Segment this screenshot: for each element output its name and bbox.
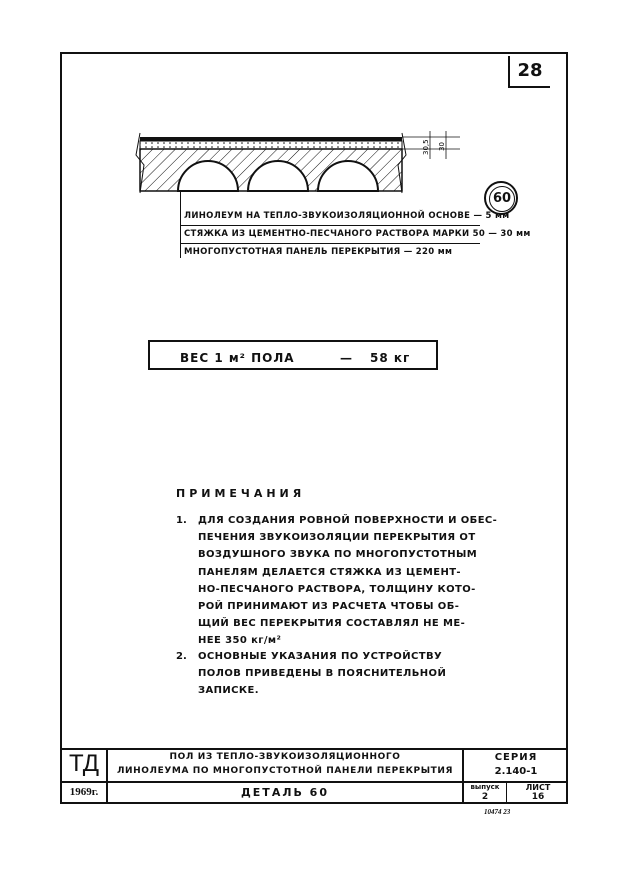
- note-line: ОСНОВНЫЕ УКАЗАНИЯ ПО УСТРОЙСТВУ: [198, 651, 443, 662]
- sheet-value: 16: [531, 792, 545, 802]
- note-line: РОЙ ПРИНИМАЮТ ИЗ РАСЧЕТА ЧТОБЫ ОБ-: [198, 601, 460, 612]
- layer-label-linoleum: ЛИНОЛЕУМ НА ТЕПЛО-ЗВУКОИЗОЛЯЦИОННОЙ ОСНОВЕ — 5 мм: [184, 211, 510, 221]
- note-line: ДЛЯ СОЗДАНИЯ РОВНОЙ ПОВЕРХНОСТИ И ОБЕС-: [198, 515, 498, 526]
- series-value: 2.140-1: [494, 766, 538, 777]
- detail-marker: [484, 181, 518, 215]
- titleblock-divider: [506, 781, 507, 804]
- titleblock-top-border: [60, 748, 568, 750]
- drawing-title-line2: ЛИНОЛЕУМА ПО МНОГОПУСТОТНОЙ ПАНЕЛИ ПЕРЕКРЫТИЯ: [116, 766, 454, 776]
- note-line: ЗАПИСКЕ.: [198, 685, 259, 696]
- layer-label-panel: МНОГОПУСТОТНАЯ ПАНЕЛЬ ПЕРЕКРЫТИЯ — 220 мм: [184, 247, 453, 257]
- note-line: ПОЛОВ ПРИВЕДЕНЫ В ПОЯСНИТЕЛЬНОЙ: [198, 668, 447, 679]
- detail-title: ДЕТАЛЬ 60: [241, 786, 329, 799]
- archive-stamp: 10474 23: [484, 808, 511, 816]
- weight-label: ВЕС 1 м² ПОЛА: [180, 351, 295, 365]
- sheet-label: ЛИСТ: [525, 783, 551, 792]
- callout-underline: [180, 225, 480, 226]
- layer-thickness-dim: 30: [438, 142, 446, 151]
- note-number: 2.: [176, 651, 187, 662]
- note-line: ВОЗДУШНОГО ЗВУКА ПО МНОГОПУСТОТНЫМ: [198, 549, 478, 560]
- weight-box: [148, 340, 438, 370]
- weight-dash: —: [340, 351, 353, 365]
- total-thickness-dim: 30,5: [422, 139, 430, 155]
- notes-title: ПРИМЕЧАНИЯ: [176, 487, 306, 500]
- layer-label-screed: СТЯЖКА ИЗ ЦЕМЕНТНО-ПЕСЧАНОГО РАСТВОРА МАРКИ 50 — 30 мм: [184, 229, 531, 239]
- note-line: НО-ПЕСЧАНОГО РАСТВОРА, ТОЛЩИНУ КОТО-: [198, 584, 476, 595]
- weight-value: 58 кг: [370, 351, 411, 365]
- series-label: СЕРИЯ: [494, 752, 538, 763]
- detail-marker-number: 60: [489, 186, 515, 212]
- note-line: ПАНЕЛЯМ ДЕЛАЕТСЯ СТЯЖКА ИЗ ЦЕМЕНТ-: [198, 567, 461, 578]
- callout-underline: [180, 243, 480, 244]
- drawing-title-line1: ПОЛ ИЗ ТЕПЛО-ЗВУКОИЗОЛЯЦИОННОГО: [169, 752, 401, 762]
- issue-value: 2: [481, 792, 489, 802]
- callout-leader: [180, 190, 181, 258]
- note-number: 1.: [176, 515, 187, 526]
- note-line: НЕЕ 350 кг/м²: [198, 635, 282, 646]
- note-line: ЩИЙ ВЕС ПЕРЕКРЫТИЯ СОСТАВЛЯЛ НЕ МЕ-: [198, 618, 466, 629]
- year: 1969г.: [69, 786, 99, 798]
- org-code: ТД: [68, 750, 100, 777]
- note-line: ПЕЧЕНИЯ ЗВУКОИЗОЛЯЦИИ ПЕРЕКРЫТИЯ ОТ: [198, 532, 476, 543]
- floor-section-drawing: [120, 125, 480, 195]
- issue-label: выпуск: [470, 783, 500, 791]
- sheet-number: 28: [508, 56, 550, 88]
- screed-layer: [140, 141, 402, 149]
- linoleum-layer: [140, 137, 402, 141]
